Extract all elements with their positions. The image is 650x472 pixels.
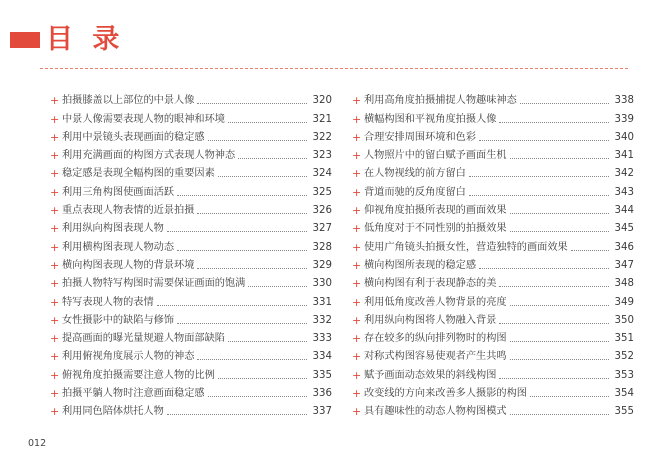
toc-entry-page: 348 (614, 278, 634, 290)
toc-entry-title: 利用横构图表现人物动态 (62, 241, 175, 253)
toc-entry-page: 344 (614, 205, 634, 217)
toc-entry-title: 赋予画面动态效果的斜线构图 (364, 369, 497, 381)
toc-entry-title: 利用低角度改善人物背景的亮度 (364, 296, 507, 308)
toc-entry-page: 324 (312, 168, 332, 180)
dot-leader (177, 250, 307, 251)
toc-entry-page: 336 (312, 388, 332, 400)
plus-icon: + (352, 295, 362, 309)
header (0, 22, 124, 58)
plus-icon: + (352, 112, 362, 126)
toc-entry-page: 339 (614, 113, 634, 125)
plus-icon: + (352, 368, 362, 382)
toc-entry-title: 利用中景镜头表现画面的稳定感 (62, 131, 205, 143)
toc-entry[interactable] (50, 345, 332, 363)
dot-leader (197, 359, 307, 360)
toc-entry-title: 拍摄膝盖以上部位的中景人像 (62, 95, 195, 107)
toc-entry-page: 345 (614, 223, 634, 235)
toc-entry-page: 323 (312, 150, 332, 162)
dot-leader (469, 176, 609, 177)
dot-leader (510, 231, 609, 232)
toc-entry[interactable] (50, 162, 332, 180)
toc-entry-page: 320 (312, 95, 332, 107)
plus-icon: + (50, 185, 60, 199)
toc-entry-title: 横幅构图和平视角度拍摄人像 (364, 113, 497, 125)
toc-entry[interactable] (352, 235, 634, 253)
dot-leader (177, 195, 307, 196)
plus-icon: + (50, 313, 60, 327)
toc-entry-title: 利用纵向构图将人物融入背景 (364, 314, 497, 326)
plus-icon: + (50, 295, 60, 309)
dot-leader (177, 323, 307, 324)
toc-entry[interactable] (352, 272, 634, 290)
dot-leader (530, 396, 609, 397)
dot-leader (499, 122, 609, 123)
toc-entry-page: 340 (614, 131, 634, 143)
toc-entry-title: 中景人像需要表现人物的眼神和环境 (62, 113, 225, 125)
dot-leader (479, 140, 609, 141)
dot-leader (197, 103, 307, 104)
toc-entry[interactable] (352, 180, 634, 198)
plus-icon: + (50, 350, 60, 364)
dot-leader (208, 396, 307, 397)
toc-entry-title: 横向构图表现人物的背景环境 (62, 259, 195, 271)
toc-entry-page: 329 (312, 259, 332, 271)
dot-leader (167, 414, 307, 415)
toc-entry-title: 在人物视线的前方留白 (364, 168, 466, 180)
toc-entry[interactable] (50, 363, 332, 381)
plus-icon: + (352, 222, 362, 236)
toc-entry-title: 利用俯视角度展示人物的神态 (62, 351, 195, 363)
toc-entry-page: 351 (614, 333, 634, 345)
toc-entry[interactable] (352, 254, 634, 272)
toc-entry[interactable] (352, 327, 634, 345)
plus-icon: + (50, 204, 60, 218)
plus-icon: + (352, 204, 362, 218)
toc-entry[interactable] (50, 180, 332, 198)
toc-entry-page: 347 (614, 259, 634, 271)
toc-entry-title: 低角度对于不同性别的拍摄效果 (364, 223, 507, 235)
toc-entry-title: 女性摄影中的缺陷与修饰 (62, 314, 175, 326)
dot-leader (167, 231, 307, 232)
toc-entry[interactable] (50, 199, 332, 217)
plus-icon: + (352, 277, 362, 291)
toc-entry[interactable] (50, 382, 332, 400)
plus-icon: + (352, 167, 362, 181)
toc-entry[interactable] (352, 363, 634, 381)
toc-entry-title: 背道而驰的反角度留白 (364, 186, 466, 198)
dot-leader (520, 103, 609, 104)
toc-entry-page: 327 (312, 223, 332, 235)
dot-leader (499, 378, 609, 379)
dot-leader (510, 414, 609, 415)
toc-entry[interactable] (50, 107, 332, 125)
dot-leader (228, 341, 307, 342)
dot-leader (499, 286, 609, 287)
plus-icon: + (50, 222, 60, 236)
toc-entry[interactable] (352, 290, 634, 308)
toc-entry-title: 俯视角度拍摄需要注意人物的比例 (62, 369, 215, 381)
dot-leader (469, 195, 609, 196)
dot-leader (218, 176, 307, 177)
toc-entry[interactable] (352, 89, 634, 107)
toc-entry-page: 333 (312, 333, 332, 345)
toc-entry-title: 改变线的方向来改善多人摄影的构图 (364, 388, 527, 400)
toc-entry-title: 提高画面的曝光量规避人物面部缺陷 (62, 333, 225, 345)
toc-entry-title: 利用同色陪体烘托人物 (62, 406, 164, 418)
plus-icon: + (50, 368, 60, 382)
dot-leader (510, 305, 609, 306)
dot-leader (499, 323, 609, 324)
page-title: 目 录 (46, 24, 125, 55)
toc-entry-title: 利用三角构图使画面活跃 (62, 186, 175, 198)
toc-entry-page: 352 (614, 351, 634, 363)
toc-entry[interactable] (352, 126, 634, 144)
dashed-divider (40, 68, 628, 69)
toc-entry-page: 328 (312, 241, 332, 253)
toc-entry[interactable] (50, 89, 332, 107)
toc-entry-title: 利用纵向构图表现人物 (62, 223, 164, 235)
toc-column-left (50, 89, 332, 418)
toc-entry-page: 341 (614, 150, 634, 162)
toc-entry[interactable] (50, 144, 332, 162)
plus-icon: + (50, 405, 60, 419)
plus-icon: + (352, 350, 362, 364)
toc-entry-page: 353 (614, 369, 634, 381)
toc-entry-page: 342 (614, 168, 634, 180)
title-accent-bar (10, 32, 40, 48)
plus-icon: + (50, 332, 60, 346)
toc-entry-page: 332 (312, 314, 332, 326)
toc-entry-title: 人物照片中的留白赋予画面生机 (364, 150, 507, 162)
plus-icon: + (50, 112, 60, 126)
plus-icon: + (352, 240, 362, 254)
dot-leader (510, 213, 609, 214)
toc-entry-title: 合理安排周围环境和色彩 (364, 131, 477, 143)
plus-icon: + (352, 313, 362, 327)
dot-leader (479, 268, 609, 269)
toc-entry-page: 355 (614, 406, 634, 418)
toc-entry[interactable] (352, 199, 634, 217)
toc-entry-page: 354 (614, 388, 634, 400)
toc-entry-title: 特写表现人物的表情 (62, 296, 154, 308)
plus-icon: + (352, 405, 362, 419)
plus-icon: + (50, 167, 60, 181)
dot-leader (197, 268, 307, 269)
dot-leader (228, 122, 307, 123)
toc-entry-title: 横向构图有利于表现静态的美 (364, 278, 497, 290)
toc-entry[interactable] (352, 345, 634, 363)
toc-entry[interactable] (50, 400, 332, 418)
toc-entry[interactable] (352, 144, 634, 162)
toc-entry[interactable] (352, 107, 634, 125)
toc-entry-title: 仰视角度拍摄所表现的画面效果 (364, 205, 507, 217)
plus-icon: + (50, 94, 60, 108)
toc-entry-page: 335 (312, 369, 332, 381)
toc-entry-title: 存在较多的纵向排列物时的构图 (364, 333, 507, 345)
plus-icon: + (352, 94, 362, 108)
toc-column-right (352, 89, 634, 418)
plus-icon: + (352, 149, 362, 163)
toc-entry-page: 326 (312, 205, 332, 217)
toc-entry[interactable] (352, 162, 634, 180)
toc-entry-page: 338 (614, 95, 634, 107)
plus-icon: + (50, 277, 60, 291)
footer-page-number: 012 (28, 438, 47, 449)
toc-entry[interactable] (352, 217, 634, 235)
toc-entry[interactable] (50, 272, 332, 290)
toc-entry[interactable] (50, 217, 332, 235)
dot-leader (571, 250, 609, 251)
plus-icon: + (352, 130, 362, 144)
toc-entry-page: 349 (614, 296, 634, 308)
dot-leader (248, 286, 307, 287)
toc-entry-page: 334 (312, 351, 332, 363)
toc-entry-title: 横向构图所表现的稳定感 (364, 259, 477, 271)
toc-entry-page: 322 (312, 131, 332, 143)
plus-icon: + (50, 258, 60, 272)
toc-entry-title: 利用高角度拍摄捕捉人物趣味神态 (364, 95, 517, 107)
toc-entry[interactable] (50, 126, 332, 144)
plus-icon: + (352, 332, 362, 346)
dot-leader (208, 140, 307, 141)
plus-icon: + (352, 387, 362, 401)
toc-entry[interactable] (50, 254, 332, 272)
toc-entry[interactable] (352, 382, 634, 400)
plus-icon: + (352, 185, 362, 199)
toc-entry-title: 对称式构图容易使观者产生共鸣 (364, 351, 507, 363)
toc-entry-page: 337 (312, 406, 332, 418)
dot-leader (510, 359, 609, 360)
plus-icon: + (50, 130, 60, 144)
toc-entry[interactable] (352, 309, 634, 327)
toc-entry-title: 拍摄平躺人物时注意画面稳定感 (62, 388, 205, 400)
toc-entry-title: 利用充满画面的构图方式表现人物神态 (62, 150, 236, 162)
toc-entry[interactable] (50, 309, 332, 327)
toc-entry-title: 稳定感是表现全幅构图的重要因素 (62, 168, 215, 180)
toc-entry-page: 325 (312, 186, 332, 198)
dot-leader (238, 158, 307, 159)
toc-entry-page: 346 (614, 241, 634, 253)
dot-leader (218, 378, 307, 379)
toc-entry[interactable] (50, 327, 332, 345)
toc-entry-page: 321 (312, 113, 332, 125)
toc-entry-page: 330 (312, 278, 332, 290)
toc-entry-title: 重点表现人物表情的近景拍摄 (62, 205, 195, 217)
toc-entry-title: 使用广角镜头拍摄女性，营造独特的画面效果 (364, 241, 568, 253)
plus-icon: + (50, 387, 60, 401)
toc-entry-page: 350 (614, 314, 634, 326)
toc-entry-title: 拍摄人物特写构图时需要保证画面的饱满 (62, 278, 246, 290)
toc-entry-page: 343 (614, 186, 634, 198)
toc-entry-page: 331 (312, 296, 332, 308)
dot-leader (157, 305, 307, 306)
dot-leader (510, 341, 609, 342)
dot-leader (510, 158, 609, 159)
toc-entry-title: 具有趣味性的动态人物构图模式 (364, 406, 507, 418)
dot-leader (197, 213, 307, 214)
toc-entry[interactable] (50, 235, 332, 253)
toc-entry[interactable] (352, 400, 634, 418)
plus-icon: + (352, 258, 362, 272)
toc-entry[interactable] (50, 290, 332, 308)
plus-icon: + (50, 240, 60, 254)
plus-icon: + (50, 149, 60, 163)
